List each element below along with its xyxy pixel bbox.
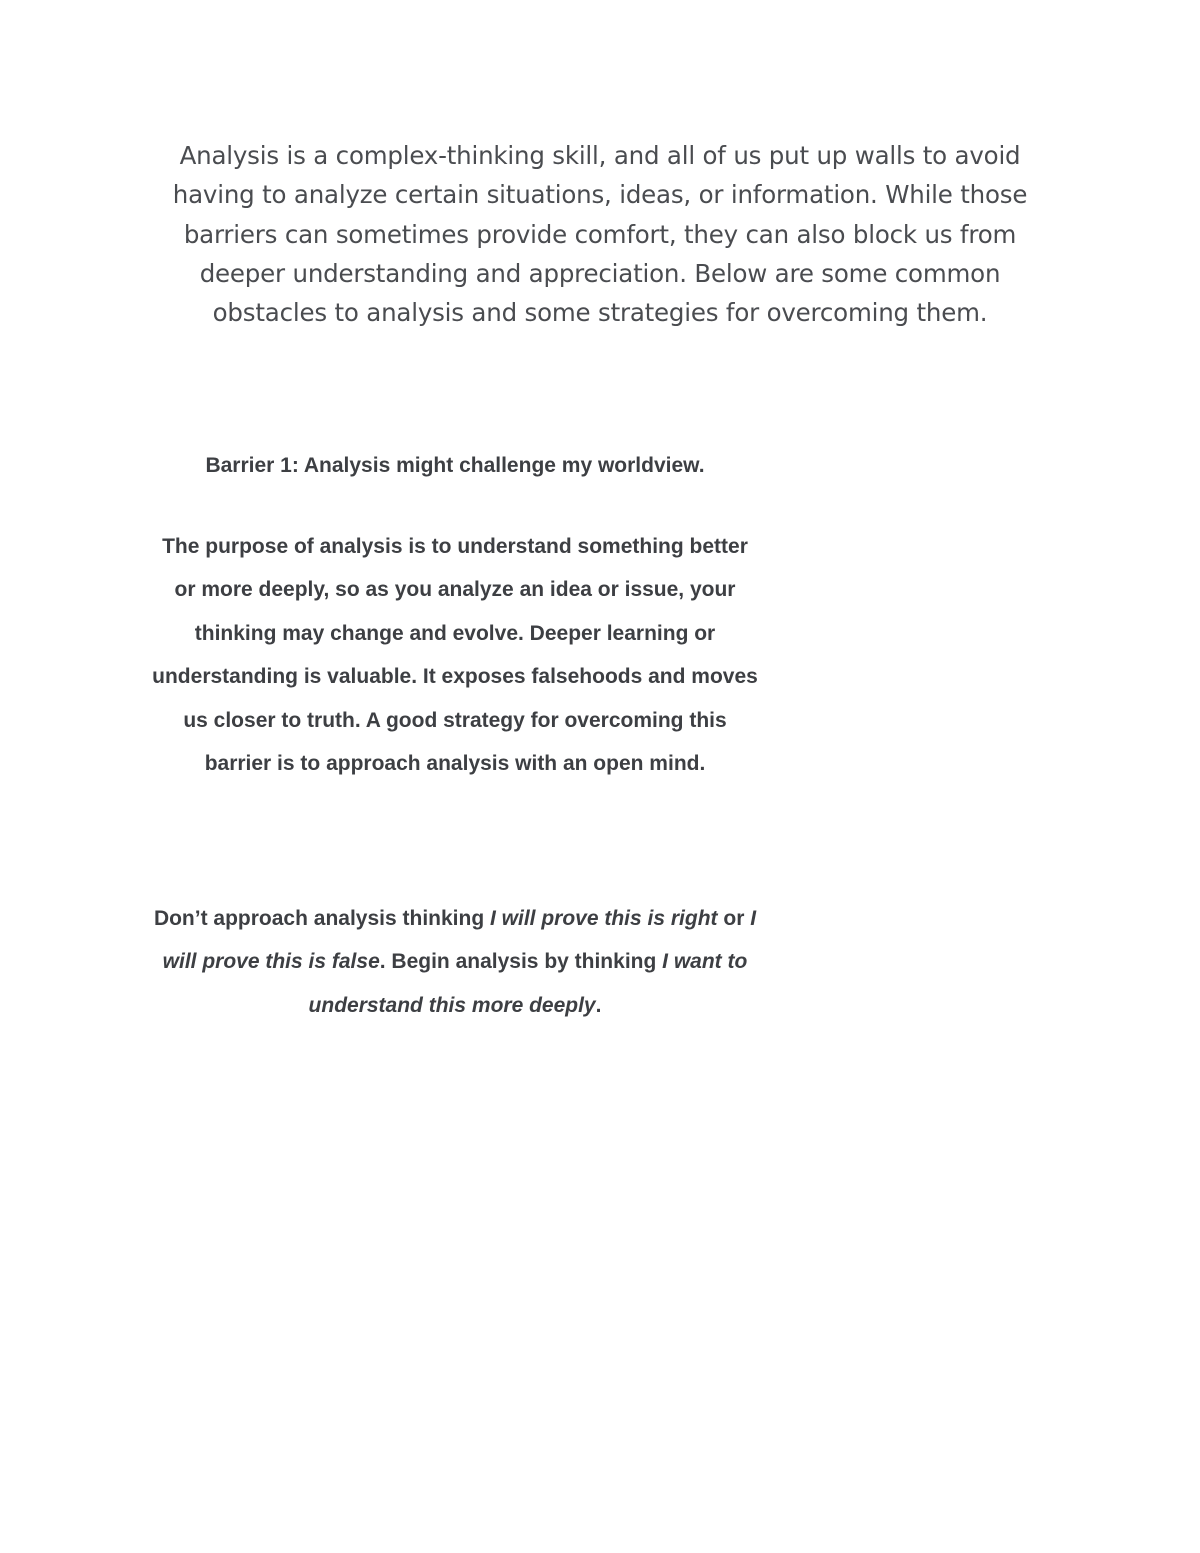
barrier-1-approach-paragraph <box>150 897 760 1027</box>
intro-paragraph: Analysis is a complex-thinking skill, and all of us put up walls to avoid having to analyze certain situations, ideas, or information. While those barriers can sometimes provide comfort, they can also block us from deeper understanding and appreciation. Below are some common obstacles to analysis and some strategies for overcoming them. <box>172 141 1028 328</box>
approach-italic-3: I want to understand this more deeply <box>308 950 748 1017</box>
approach-text-2: or <box>717 907 751 930</box>
approach-text-1: Don’t approach analysis thinking <box>153 907 490 930</box>
barrier-1-heading: Barrier 1: Analysis might challenge my worldview. <box>205 454 705 477</box>
approach-italic-2: I will prove this is false <box>162 907 757 974</box>
approach-italic-1: I will prove this is right <box>490 907 718 930</box>
approach-text-3: . Begin analysis by thinking <box>379 950 663 974</box>
approach-text-4: . <box>595 993 602 1017</box>
barrier-1-purpose-paragraph: The purpose of analysis is to understand something better or more deeply, so as you analyze an idea or issue, your thinking may change and evolve. Deeper learning or understanding is valuable. It exposes falsehoods and moves us closer to truth. A good strategy for overcoming this barrier is to approach analysis with an open mind. <box>152 535 758 776</box>
